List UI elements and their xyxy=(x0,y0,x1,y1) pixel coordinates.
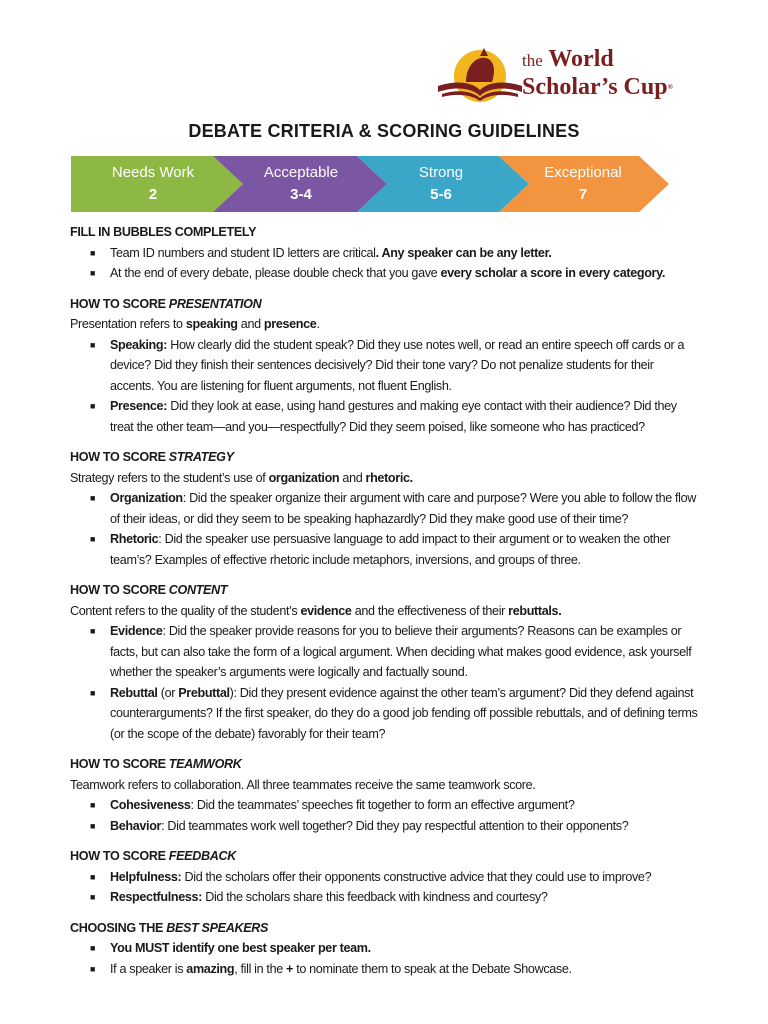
scale-label-exceptional: Exceptional 7 xyxy=(544,164,622,203)
list-item: ■ Presence: Did they look at ease, using hand gestures and making eye contact with their audience? Did they treat the other team—and you—respectfully? Did they seem poised, like someone who has practiced? xyxy=(90,399,677,434)
list-item: ■ Helpfulness: Did the scholars offer their opponents constructive advice that they could use to improve? xyxy=(90,869,652,884)
list-item: ■ Evidence: Did the speaker provide reasons for you to believe their arguments? Reasons can be examples or facts, but can also take the form of a logical argument. When deciding what makes good evidence, ask yourself whether the speaker’s arguments were logically and factually sound. xyxy=(90,624,692,679)
content-list xyxy=(70,621,700,744)
list-item: ■ Rhetoric: Did the speaker use persuasive language to add impact to their argument or to weaken the other team’s? Examples of effective rhetoric include metaphors, inversions, and groups of three. xyxy=(90,532,671,567)
list-item: ■ Cohesiveness: Did the teammates’ speeches fit together to form an effective argument? xyxy=(90,798,575,812)
feedback-list xyxy=(70,867,700,908)
strategy-list xyxy=(70,488,700,570)
page-title: DEBATE CRITERIA & SCORING GUIDELINES xyxy=(188,121,580,141)
list-item: ■ You MUST identify one best speaker per team. xyxy=(90,941,371,955)
section-intro-teamwork: Teamwork refers to collaboration. All three teammates receive the same teamwork score. xyxy=(70,777,536,792)
scale-label-needs-work: Needs Work 2 xyxy=(111,164,195,203)
teamwork-list xyxy=(70,795,700,836)
section-heading-content: HOW TO SCORE CONTENT xyxy=(70,583,228,597)
best-speakers-list xyxy=(70,938,700,979)
scale-label-strong: Strong 5-6 xyxy=(418,164,464,203)
section-intro-strategy: Strategy refers to the student’s use of organization and rhetoric. xyxy=(70,470,413,485)
list-item: ■ Respectfulness: Did the scholars share this feedback with kindness and courtesy? xyxy=(90,890,548,904)
list-item: ■ Team ID numbers and student ID letters are critical. Any speaker can be any letter. xyxy=(90,245,552,260)
section-intro-presentation: Presentation refers to speaking and presence. xyxy=(70,317,320,331)
list-item: ■ If a speaker is amazing, fill in the + to nominate them to speak at the Debate Showcase. xyxy=(90,961,572,976)
section-heading-presentation: HOW TO SCORE PRESENTATION xyxy=(70,296,262,311)
section-intro-content: Content refers to the quality of the student’s evidence and the effectiveness of their rebuttals. xyxy=(70,603,562,618)
scale-label-acceptable: Acceptable 3-4 xyxy=(263,164,339,203)
section-heading-best-speakers: CHOOSING THE BEST SPEAKERS xyxy=(70,920,269,935)
list-item: ■ Behavior: Did teammates work well together? Did they pay respectful attention to their opponents? xyxy=(90,818,629,833)
list-item: ■ Rebuttal (or Prebuttal): Did they present evidence against the other team’s argument? Did they defend against counterarguments? If the first speaker, do they do a good job fending off possible rebuttals, and of defining terms (or the scope of the debate) favorably for their team? xyxy=(90,685,698,741)
scoring-scale xyxy=(71,156,671,212)
list-item: ■ Organization: Did the speaker organize their argument with care and purpose? Were you able to follow the flow of their ideas, or did they seem to be speaking haphazardly? Did they make good use of their time? xyxy=(90,491,697,526)
section-heading-bubbles: FILL IN BUBBLES COMPLETELY xyxy=(70,225,257,239)
list-item: ■ Speaking: How clearly did the student speak? Did they use notes well, or read an entire speech off cards or a device? Did they finish their sentences decisively? Did their tone vary? Do not penalize students for their accents. You are listening for fluent arguments, not fluent English. xyxy=(90,337,685,393)
presentation-list xyxy=(70,335,700,438)
world-scholars-cup-logo xyxy=(436,42,704,106)
list-item: ■ At the end of every debate, please double check that you gave every scholar a score in every category. xyxy=(90,266,665,280)
bubbles-list xyxy=(70,243,700,284)
owl-book-icon xyxy=(436,42,526,106)
logo-wordmark: the World Scholar’s Cup® xyxy=(522,46,673,100)
section-heading-teamwork: HOW TO SCORE TEAMWORK xyxy=(70,757,242,771)
section-heading-strategy: HOW TO SCORE STRATEGY xyxy=(70,450,234,464)
guidelines-content xyxy=(70,222,700,979)
section-heading-feedback: HOW TO SCORE FEEDBACK xyxy=(70,849,236,863)
